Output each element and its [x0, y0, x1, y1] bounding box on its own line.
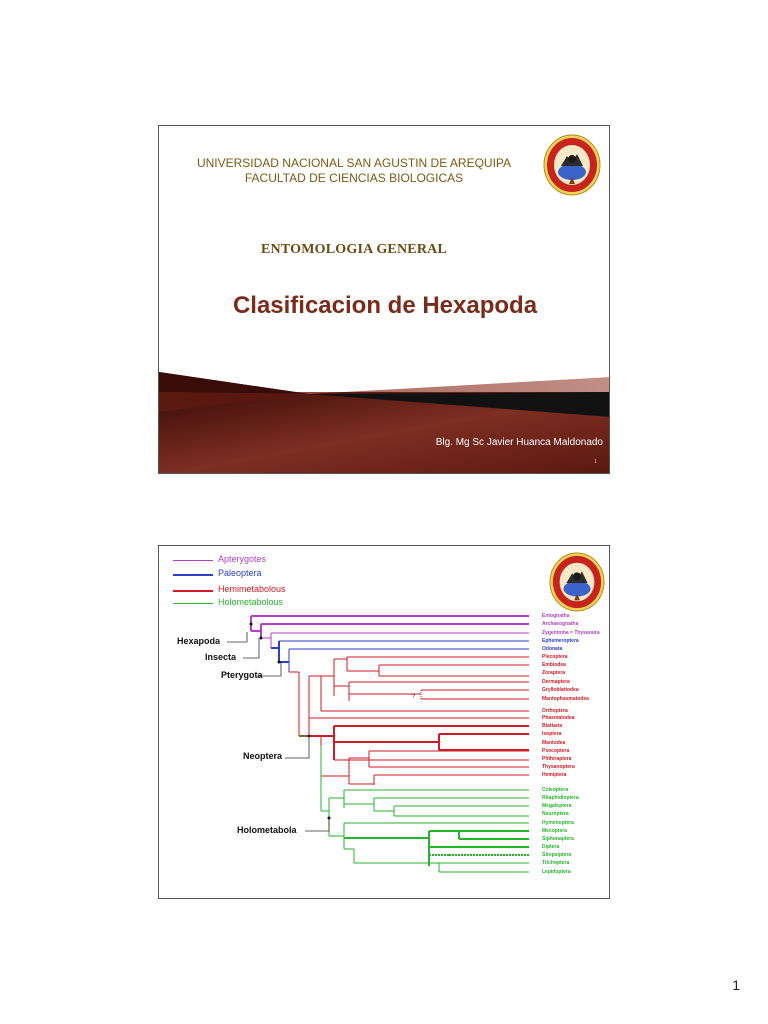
taxon-label: Mecoptera [542, 828, 568, 834]
taxon-label: Rhaphidioptera [542, 795, 579, 801]
taxon-label: Thysanoptera [542, 764, 575, 770]
legend-label: Paleoptera [218, 568, 262, 578]
node-markers [250, 623, 331, 820]
taxon-label: Zygentoma = Thysanura [542, 630, 600, 636]
taxon-label: Entognatha [542, 613, 570, 619]
slide-number: 1 [594, 459, 597, 465]
uncertain-mark: ? [412, 694, 415, 700]
title-slide [158, 125, 610, 474]
clade-label-pterygota: Pterygota [221, 670, 263, 680]
legend-label: Holometabolous [218, 597, 284, 607]
taxon-label: Siphonaptera [542, 836, 574, 842]
taxon-label: Mantophasmatodea [542, 696, 589, 702]
taxon-label: Hymenoptera [542, 820, 574, 826]
taxon-label: Dermaptera [542, 679, 570, 685]
taxon-label: Trichoptera [542, 860, 570, 866]
decorative-band [159, 372, 610, 474]
phylogeny-slide [158, 545, 610, 899]
author-name: Blg. Mg Sc Javier Huanca Maldonado [435, 437, 603, 448]
presentation-title: Clasificacion de Hexapoda [232, 292, 538, 319]
apterygotes-branches [251, 616, 529, 648]
clade-label-neoptera: Neoptera [243, 751, 283, 761]
page-number: 1 [732, 977, 740, 993]
legend-label: Hemimetabolous [218, 584, 286, 594]
clade-label-hexapoda: Hexapoda [177, 636, 221, 646]
clade-label-insecta: Insecta [205, 652, 237, 662]
university-name: UNIVERSIDAD NACIONAL SAN AGUSTIN DE AREQUIPA [196, 156, 512, 170]
university-seal-icon [543, 134, 601, 196]
taxon-label: Megaloptera [542, 803, 572, 809]
clade-label-holometabola: Holometabola [237, 825, 297, 835]
taxon-label: Phthiraptera [542, 756, 572, 762]
taxon-label: Embiodea [542, 662, 566, 668]
taxon-label: Psocoptera [542, 748, 570, 754]
taxon-label: Strepsiptera [542, 852, 572, 858]
taxon-label: Phasmatodea [542, 715, 575, 721]
faculty-name: FACULTAD DE CIENCIAS BIOLOGICAS [244, 171, 464, 185]
taxon-label: Plecoptera [542, 654, 568, 660]
legend-label: Apterygotes [218, 554, 267, 564]
university-header [159, 156, 549, 186]
taxon-label: Neuroptera [542, 811, 569, 817]
taxon-label: Orthoptera [542, 708, 568, 714]
taxon-label: Zoraptera [542, 670, 566, 676]
taxon-label: Odonata [542, 646, 563, 652]
taxon-label: Ephemeroptera [542, 638, 579, 644]
taxon-label: Diptera [542, 844, 560, 850]
taxon-label: Hemiptera [542, 772, 567, 778]
taxon-label: Isoptera [542, 731, 562, 737]
taxon-label: Lepidoptera [542, 869, 571, 875]
taxon-label: Archaeognatha [542, 621, 579, 627]
course-title: ENTOMOLOGIA GENERAL [261, 242, 447, 257]
taxon-label: Coleoptera [542, 787, 569, 793]
taxon-label: Mantodea [542, 740, 566, 746]
taxon-label: Blattaria [542, 723, 563, 729]
hemimetabolous-branches [289, 657, 529, 785]
taxon-label: Grylloblattodea [542, 687, 579, 693]
